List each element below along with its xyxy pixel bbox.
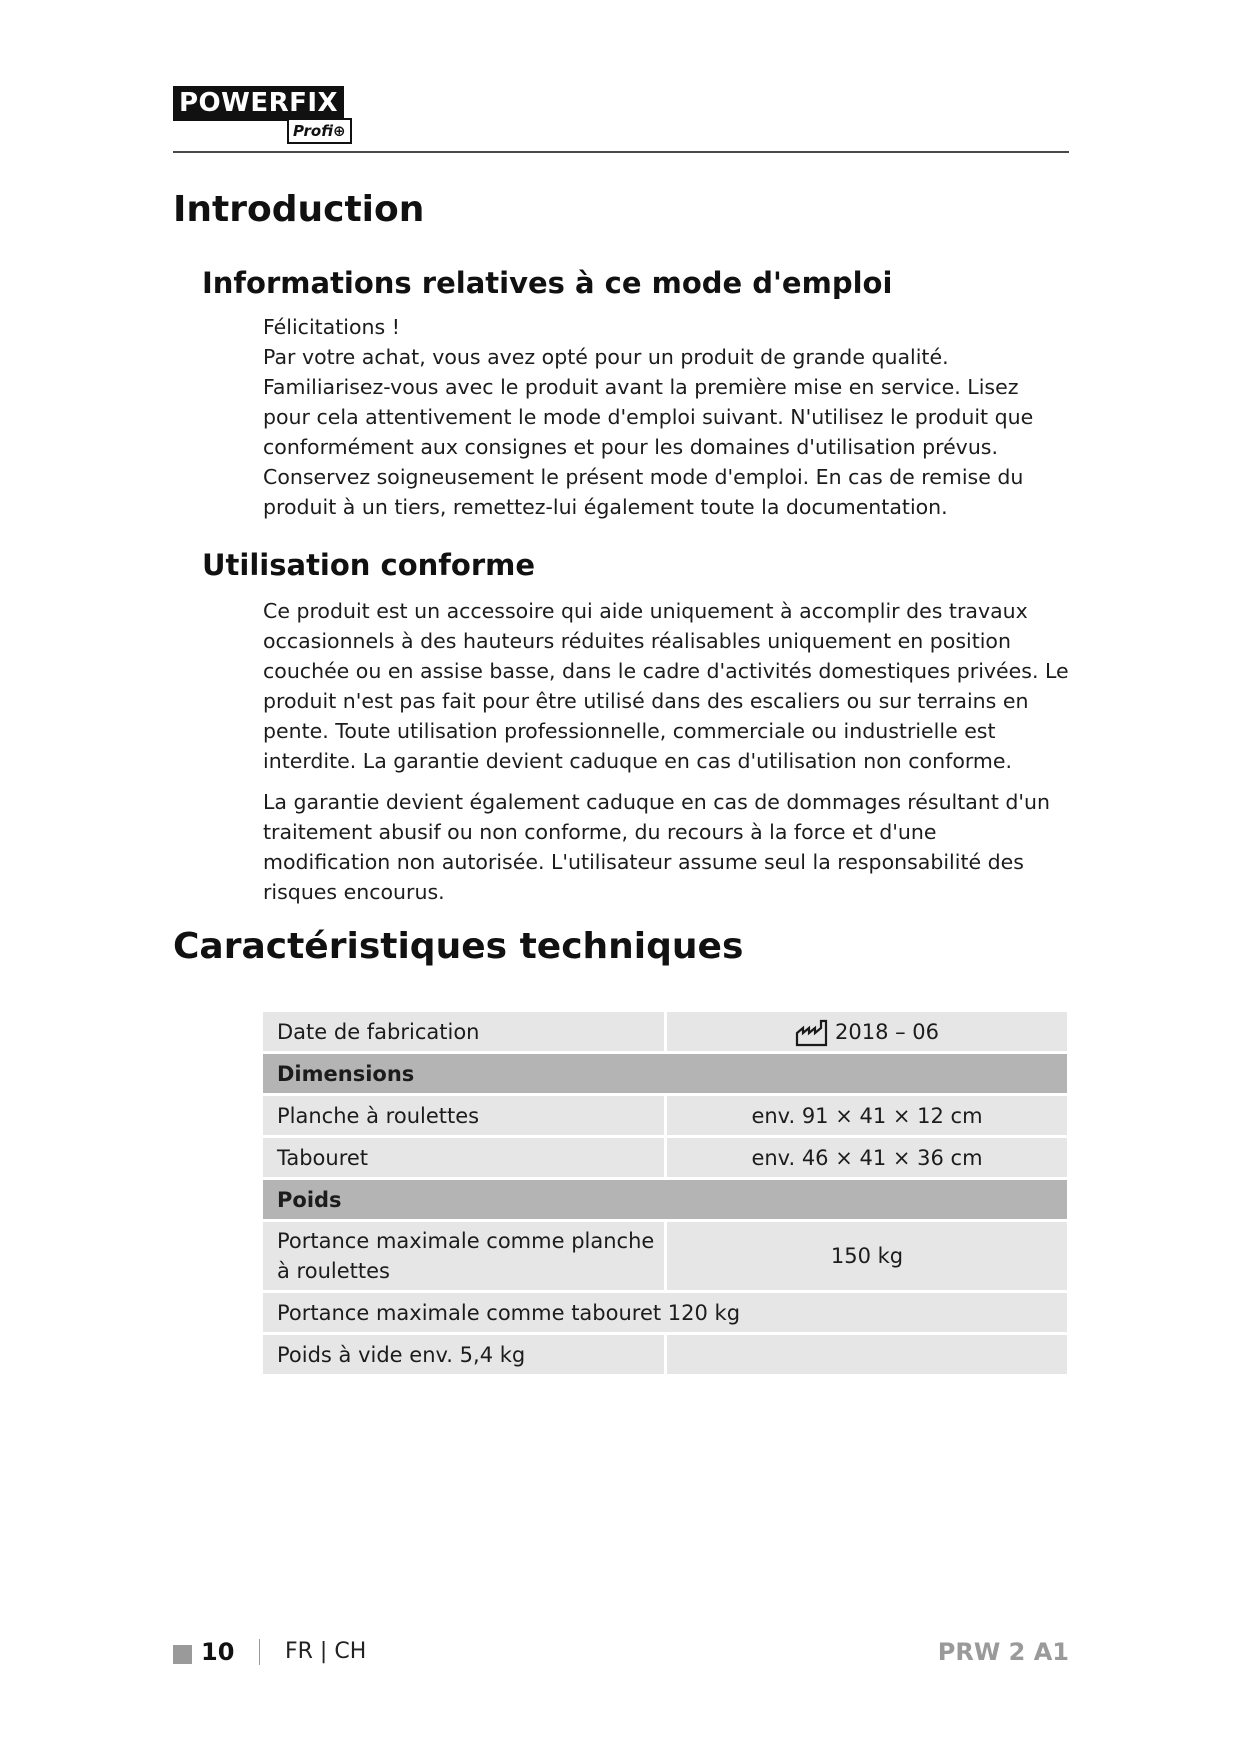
cell-portance-tabouret: Portance maximale comme tabouret 120 kg (263, 1293, 1067, 1332)
cell-tabouret-label: Tabouret (263, 1138, 664, 1177)
heading-informations: Informations relatives à ce mode d'emploi (202, 266, 893, 300)
logo-sub: Profi⊕ (287, 118, 352, 144)
section-dimensions: Dimensions (263, 1054, 1067, 1093)
cell-tabouret-value: env. 46 × 41 × 36 cm (667, 1138, 1067, 1177)
cell-portance-planche-value: 150 kg (667, 1222, 1067, 1290)
header-rule (173, 151, 1069, 153)
page-footer (173, 1637, 1069, 1671)
greeting-text: Félicitations ! (263, 315, 400, 339)
cell-date-value (667, 1012, 1067, 1051)
section-poids: Poids (263, 1180, 1067, 1219)
heading-caracteristiques: Caractéristiques techniques (173, 926, 744, 967)
powerfix-logo (173, 86, 373, 144)
usage-text-2: La garantie devient également caduque en cas de dommages résultant d'un traitement abusif ou non conforme, du recours à la force et d'une modification non autorisée. L'utilisateur assume seul la responsabilité des risques encourus. (263, 790, 1051, 904)
cell-empty (667, 1335, 1067, 1374)
table-row (263, 1138, 1067, 1177)
footer-divider (259, 1639, 260, 1665)
model-number: PRW 2 A1 (937, 1638, 1069, 1666)
cell-portance-planche-label: Portance maximale comme planche à roulettes (263, 1222, 664, 1290)
heading-utilisation: Utilisation conforme (202, 548, 536, 582)
spec-table (263, 1012, 1067, 1377)
cell-date-label: Date de fabrication (263, 1012, 664, 1051)
table-row (263, 1335, 1067, 1374)
table-row-section (263, 1054, 1067, 1093)
table-row-section (263, 1180, 1067, 1219)
manufacture-date-icon (795, 1017, 829, 1047)
usage-text-1: Ce produit est un accessoire qui aide uniquement à accomplir des travaux occasionnels à des hauteurs réduites réalisables uniquement en position couchée ou en assise basse, dans le cadre d'activités domestiques privées. Le produit n'est pas fait pour être utilisé dans des escaliers ou sur terrains en pente. Toute utilisation professionnelle, commerciale ou industrielle est interdite. La garantie devient caduque en cas d'utilisation non conforme. (263, 599, 1069, 773)
page-title-introduction: Introduction (173, 189, 425, 230)
table-row (263, 1012, 1067, 1051)
cell-poids-vide: Poids à vide env. 5,4 kg (263, 1335, 664, 1374)
footer-square-marker (173, 1645, 192, 1664)
usage-paragraph-2 (263, 787, 1069, 907)
table-row (263, 1293, 1067, 1332)
usage-paragraph-1 (263, 596, 1069, 776)
info-paragraph (263, 312, 1069, 522)
info-text: Par votre achat, vous avez opté pour un produit de grande qualité. Familiarisez-vous avec le produit avant la première mise en service. Lisez pour cela attentivement le mode d'emploi suivant. N'utilisez le produit que conformément aux consignes et pour les domaines d'utilisation prévus. Conservez soigneusement le présent mode d'emploi. En cas de remise du produit à un tiers, remettez-lui également toute la documentation. (263, 345, 1034, 519)
logo-brand: POWERFIX (173, 86, 344, 121)
footer-languages: FR | CH (285, 1639, 367, 1664)
table-row (263, 1222, 1067, 1290)
cell-planche-label: Planche à roulettes (263, 1096, 664, 1135)
page-number: 10 (201, 1638, 235, 1666)
cell-planche-value: env. 91 × 41 × 12 cm (667, 1096, 1067, 1135)
table-row (263, 1096, 1067, 1135)
date-value: 2018 – 06 (834, 1019, 939, 1044)
